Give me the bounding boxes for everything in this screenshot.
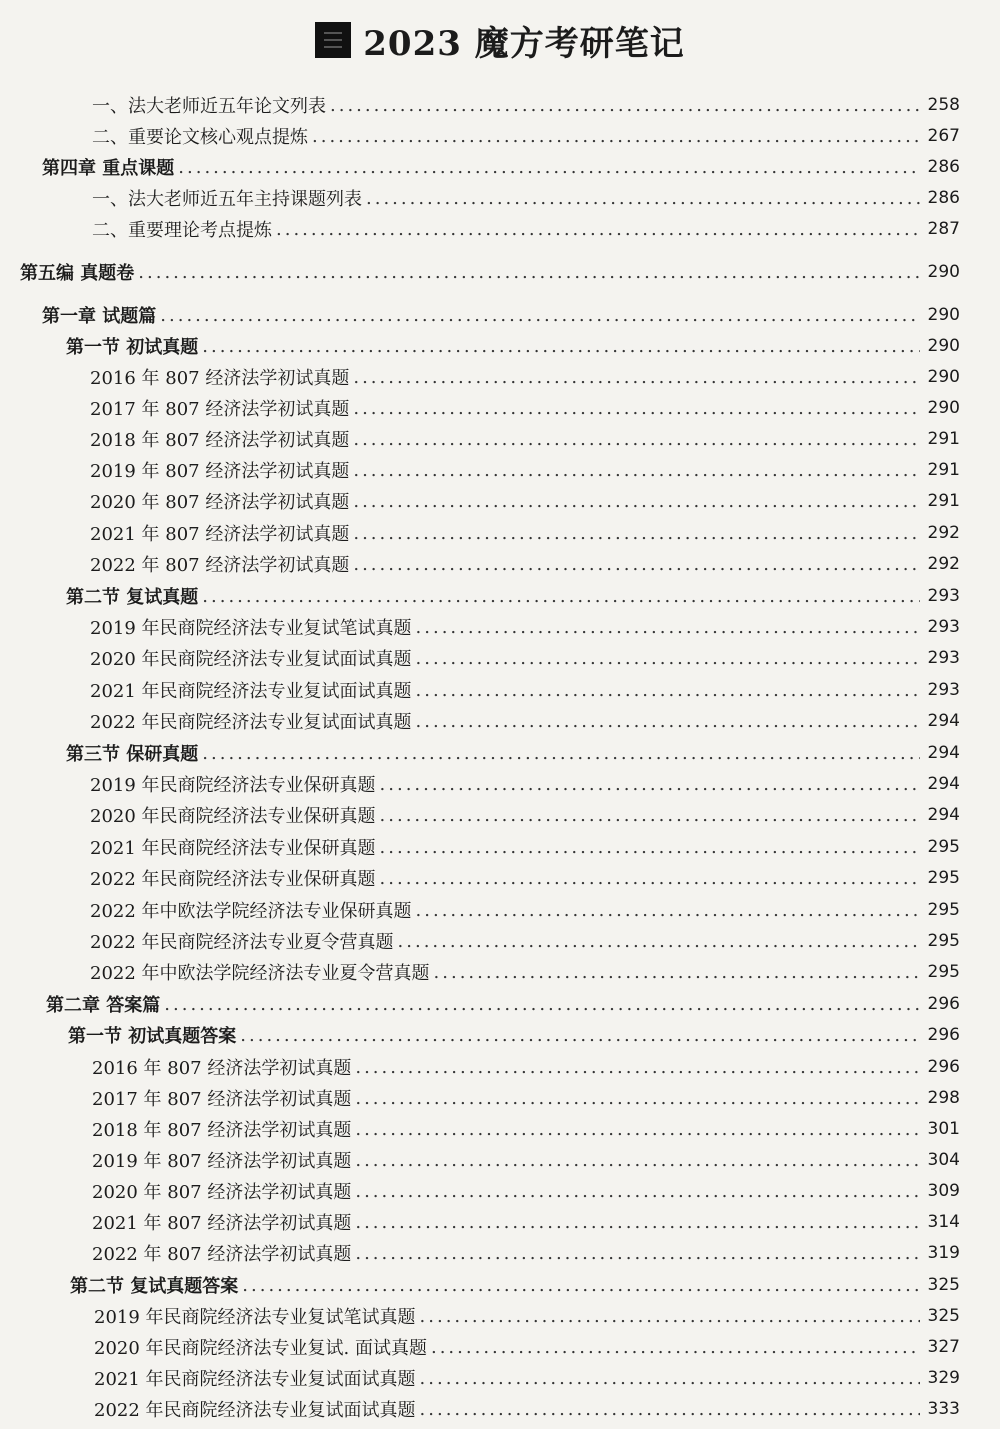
toc-entry[interactable] (90, 393, 960, 423)
toc-section-entry[interactable] (66, 581, 960, 611)
toc-entry[interactable] (92, 121, 960, 151)
toc-entry-title: 2017 年 807 经济法学初试真题 (92, 1089, 352, 1110)
toc-entry-page: 292 (927, 523, 960, 543)
toc-leader-dots (416, 680, 920, 701)
toc-leader-dots (355, 1088, 920, 1109)
toc-leader-dots (202, 743, 920, 764)
toc-entry-title: 2017 年 807 经济法学初试真题 (90, 399, 350, 420)
toc-chapter-entry[interactable] (42, 300, 960, 330)
toc-entry-page: 296 (927, 994, 960, 1014)
toc-leader-dots (416, 617, 920, 638)
toc-entry-page: 296 (927, 1025, 960, 1045)
toc-leader-dots (330, 95, 920, 116)
toc-entry-page: 295 (927, 931, 960, 951)
toc-entry-page: 294 (927, 805, 960, 825)
toc-entry-title: 2020 年民商院经济法专业复试面试真题 (90, 649, 412, 670)
toc-entry-page: 325 (927, 1306, 960, 1326)
toc-section-entry[interactable] (68, 1020, 960, 1050)
toc-entry-title: 2016 年 807 经济法学初试真题 (92, 1058, 352, 1079)
toc-entry-title: 2019 年民商院经济法专业保研真题 (90, 775, 376, 796)
toc-entry[interactable] (94, 1332, 960, 1362)
toc-entry-title: 2019 年民商院经济法专业复试笔试真题 (94, 1307, 416, 1328)
toc-entry-title: 第四章 重点课题 (42, 158, 175, 179)
toc-leader-dots (353, 398, 920, 419)
toc-entry-page: 304 (927, 1150, 960, 1170)
toc-entry-title: 2022 年民商院经济法专业复试面试真题 (90, 712, 412, 733)
toc-entry-page: 294 (927, 711, 960, 731)
toc-entry[interactable] (90, 926, 960, 956)
toc-entry[interactable] (90, 612, 960, 642)
toc-entry[interactable] (90, 518, 960, 548)
toc-entry-page: 258 (927, 95, 960, 115)
toc-entry[interactable] (92, 1145, 960, 1175)
toc-entry-page: 295 (927, 962, 960, 982)
toc-entry-page: 325 (927, 1275, 960, 1295)
toc-entry-title: 第一节 初试真题答案 (68, 1026, 237, 1047)
toc-entry[interactable] (92, 1052, 960, 1082)
toc-entry-page: 293 (927, 680, 960, 700)
toc-entry[interactable] (94, 1394, 960, 1424)
toc-entry-title: 2022 年 807 经济法学初试真题 (92, 1244, 352, 1265)
toc-leader-dots (353, 491, 920, 512)
toc-leader-dots (353, 460, 920, 481)
toc-entry-page: 294 (927, 743, 960, 763)
toc-entry[interactable] (92, 1083, 960, 1113)
toc-entry[interactable] (90, 832, 960, 862)
toc-entry[interactable] (92, 1114, 960, 1144)
toc-leader-dots (416, 900, 920, 921)
toc-entry-title: 2020 年民商院经济法专业保研真题 (90, 806, 376, 827)
toc-entry-title: 2020 年 807 经济法学初试真题 (92, 1182, 352, 1203)
toc-leader-dots (355, 1057, 920, 1078)
toc-chapter-entry[interactable] (46, 989, 960, 1019)
toc-entry-title: 2016 年 807 经济法学初试真题 (90, 368, 350, 389)
toc-leader-dots (138, 262, 920, 283)
toc-entry-page: 329 (927, 1368, 960, 1388)
toc-entry-title: 第二章 答案篇 (46, 995, 161, 1016)
page-title: 2023 魔方考研笔记 (363, 23, 685, 64)
toc-entry-page: 314 (927, 1212, 960, 1232)
toc-entry-page: 267 (927, 126, 960, 146)
toc-entry-page: 290 (927, 367, 960, 387)
toc-entry-page: 294 (927, 774, 960, 794)
toc-leader-dots (416, 648, 920, 669)
toc-entry[interactable] (94, 1363, 960, 1393)
toc-entry-page: 290 (927, 336, 960, 356)
toc-leader-dots (353, 367, 920, 388)
toc-entry-page: 327 (927, 1337, 960, 1357)
toc-entry-page: 286 (927, 157, 960, 177)
toc-entry-title: 一、法大老师近五年主持课题列表 (92, 189, 362, 210)
toc-part-entry[interactable] (20, 257, 960, 287)
toc-entry-title: 2022 年中欧法学院经济法专业保研真题 (90, 901, 412, 922)
toc-leader-dots (240, 1025, 920, 1046)
toc-entry-page: 293 (927, 586, 960, 606)
toc-entry-title: 2019 年 807 经济法学初试真题 (90, 461, 350, 482)
toc-entry-page: 295 (927, 837, 960, 857)
toc-entry[interactable] (90, 895, 960, 925)
toc-chapter-entry[interactable] (42, 152, 960, 182)
toc-entry-title: 2020 年民商院经济法专业复试. 面试真题 (94, 1338, 427, 1359)
toc-leader-dots (420, 1399, 920, 1420)
toc-entry[interactable] (90, 800, 960, 830)
toc-entry[interactable] (92, 183, 960, 213)
toc-entry-page: 290 (927, 398, 960, 418)
toc-entry-page: 319 (927, 1243, 960, 1263)
toc-entry-title: 2018 年 807 经济法学初试真题 (92, 1120, 352, 1141)
toc-entry-title: 2020 年 807 经济法学初试真题 (90, 492, 350, 513)
toc-leader-dots (355, 1181, 920, 1202)
toc-entry[interactable] (90, 706, 960, 736)
toc-section-entry[interactable] (70, 1270, 960, 1300)
toc-leader-dots (160, 305, 920, 326)
toc-entry[interactable] (90, 957, 960, 987)
toc-entry-page: 292 (927, 554, 960, 574)
toc-leader-dots (434, 962, 920, 983)
toc-entry[interactable] (90, 362, 960, 392)
toc-leader-dots (420, 1368, 920, 1389)
toc-entry-title: 第一章 试题篇 (42, 306, 157, 327)
toc-leader-dots (276, 219, 920, 240)
toc-entry-title: 第五编 真题卷 (20, 263, 135, 284)
toc-leader-dots (353, 429, 920, 450)
toc-entry-page: 309 (927, 1181, 960, 1201)
toc-entry-title: 2021 年民商院经济法专业复试面试真题 (90, 681, 412, 702)
toc-entry-title: 第一节 初试真题 (66, 337, 199, 358)
toc-entry[interactable] (92, 90, 960, 120)
toc-entry[interactable] (94, 1301, 960, 1331)
toc-entry-title: 2021 年民商院经济法专业复试面试真题 (94, 1369, 416, 1390)
toc-leader-dots (431, 1337, 920, 1358)
toc-section-entry[interactable] (66, 331, 960, 361)
toc-entry-page: 298 (927, 1088, 960, 1108)
toc-entry-title: 2022 年民商院经济法专业保研真题 (90, 869, 376, 890)
toc-entry-title: 2022 年 807 经济法学初试真题 (90, 555, 350, 576)
toc-entry-title: 2019 年民商院经济法专业复试笔试真题 (90, 618, 412, 639)
toc-leader-dots (380, 837, 920, 858)
toc-leader-dots (355, 1119, 920, 1140)
toc-leader-dots (355, 1243, 920, 1264)
toc-entry-title: 2022 年民商院经济法专业复试面试真题 (94, 1400, 416, 1421)
toc-leader-dots (398, 931, 920, 952)
toc-leader-dots (366, 188, 920, 209)
toc-section-entry[interactable] (66, 738, 960, 768)
toc-entry-page: 301 (927, 1119, 960, 1139)
toc-entry-title: 第三节 保研真题 (66, 744, 199, 765)
toc-leader-dots (353, 554, 920, 575)
toc-leader-dots (416, 711, 920, 732)
toc-entry-page: 296 (927, 1057, 960, 1077)
toc-leader-dots (353, 523, 920, 544)
toc-entry-page: 291 (927, 429, 960, 449)
toc-entry[interactable] (90, 769, 960, 799)
toc-leader-dots (312, 126, 920, 147)
toc-leader-dots (164, 994, 920, 1015)
toc-leader-dots (380, 868, 920, 889)
toc-entry-title: 2022 年民商院经济法专业夏令营真题 (90, 932, 394, 953)
toc-entry-page: 295 (927, 900, 960, 920)
toc-entry[interactable] (92, 1207, 960, 1237)
toc-entry-title: 2021 年民商院经济法专业保研真题 (90, 838, 376, 859)
toc-entry[interactable] (90, 424, 960, 454)
toc-entry-title: 2019 年 807 经济法学初试真题 (92, 1151, 352, 1172)
toc-leader-dots (202, 586, 920, 607)
toc-entry-title: 2022 年中欧法学院经济法专业夏令营真题 (90, 963, 430, 984)
toc-entry[interactable] (90, 863, 960, 893)
toc-entry[interactable] (90, 675, 960, 705)
toc-entry[interactable] (90, 549, 960, 579)
toc-entry[interactable] (92, 1176, 960, 1206)
toc-entry-title: 第二节 复试真题答案 (70, 1276, 239, 1297)
toc-leader-dots (178, 157, 920, 178)
toc-entry-title: 二、重要理论考点提炼 (92, 220, 272, 241)
toc-leader-dots (420, 1306, 920, 1327)
toc-entry[interactable] (90, 455, 960, 485)
toc-entry-title: 2021 年 807 经济法学初试真题 (90, 524, 350, 545)
toc-leader-dots (355, 1150, 920, 1171)
toc-entry-page: 295 (927, 868, 960, 888)
toc-entry-page: 293 (927, 648, 960, 668)
toc-entry-page: 286 (927, 188, 960, 208)
toc-entry-page: 291 (927, 460, 960, 480)
toc-entry-page: 291 (927, 491, 960, 511)
toc-entry-title: 二、重要论文核心观点提炼 (92, 127, 308, 148)
toc-entry[interactable] (92, 1238, 960, 1268)
toc-entry-page: 293 (927, 617, 960, 637)
toc-leader-dots (242, 1275, 920, 1296)
toc-entry-title: 2021 年 807 经济法学初试真题 (92, 1213, 352, 1234)
toc-entry-page: 287 (927, 219, 960, 239)
toc-entry-page: 290 (927, 262, 960, 282)
toc-leader-dots (380, 774, 920, 795)
toc-entry-title: 2018 年 807 经济法学初试真题 (90, 430, 350, 451)
toc-entry-title: 第二节 复试真题 (66, 587, 199, 608)
toc-leader-dots (355, 1212, 920, 1233)
toc-leader-dots (380, 805, 920, 826)
toc-entry-page: 333 (927, 1399, 960, 1419)
toc-entry-title: 一、法大老师近五年论文列表 (92, 96, 326, 117)
toc-entry[interactable] (92, 214, 960, 244)
toc-entry[interactable] (90, 486, 960, 516)
toc-entry[interactable] (90, 643, 960, 673)
toc-entry-page: 290 (927, 305, 960, 325)
toc-leader-dots (202, 336, 920, 357)
